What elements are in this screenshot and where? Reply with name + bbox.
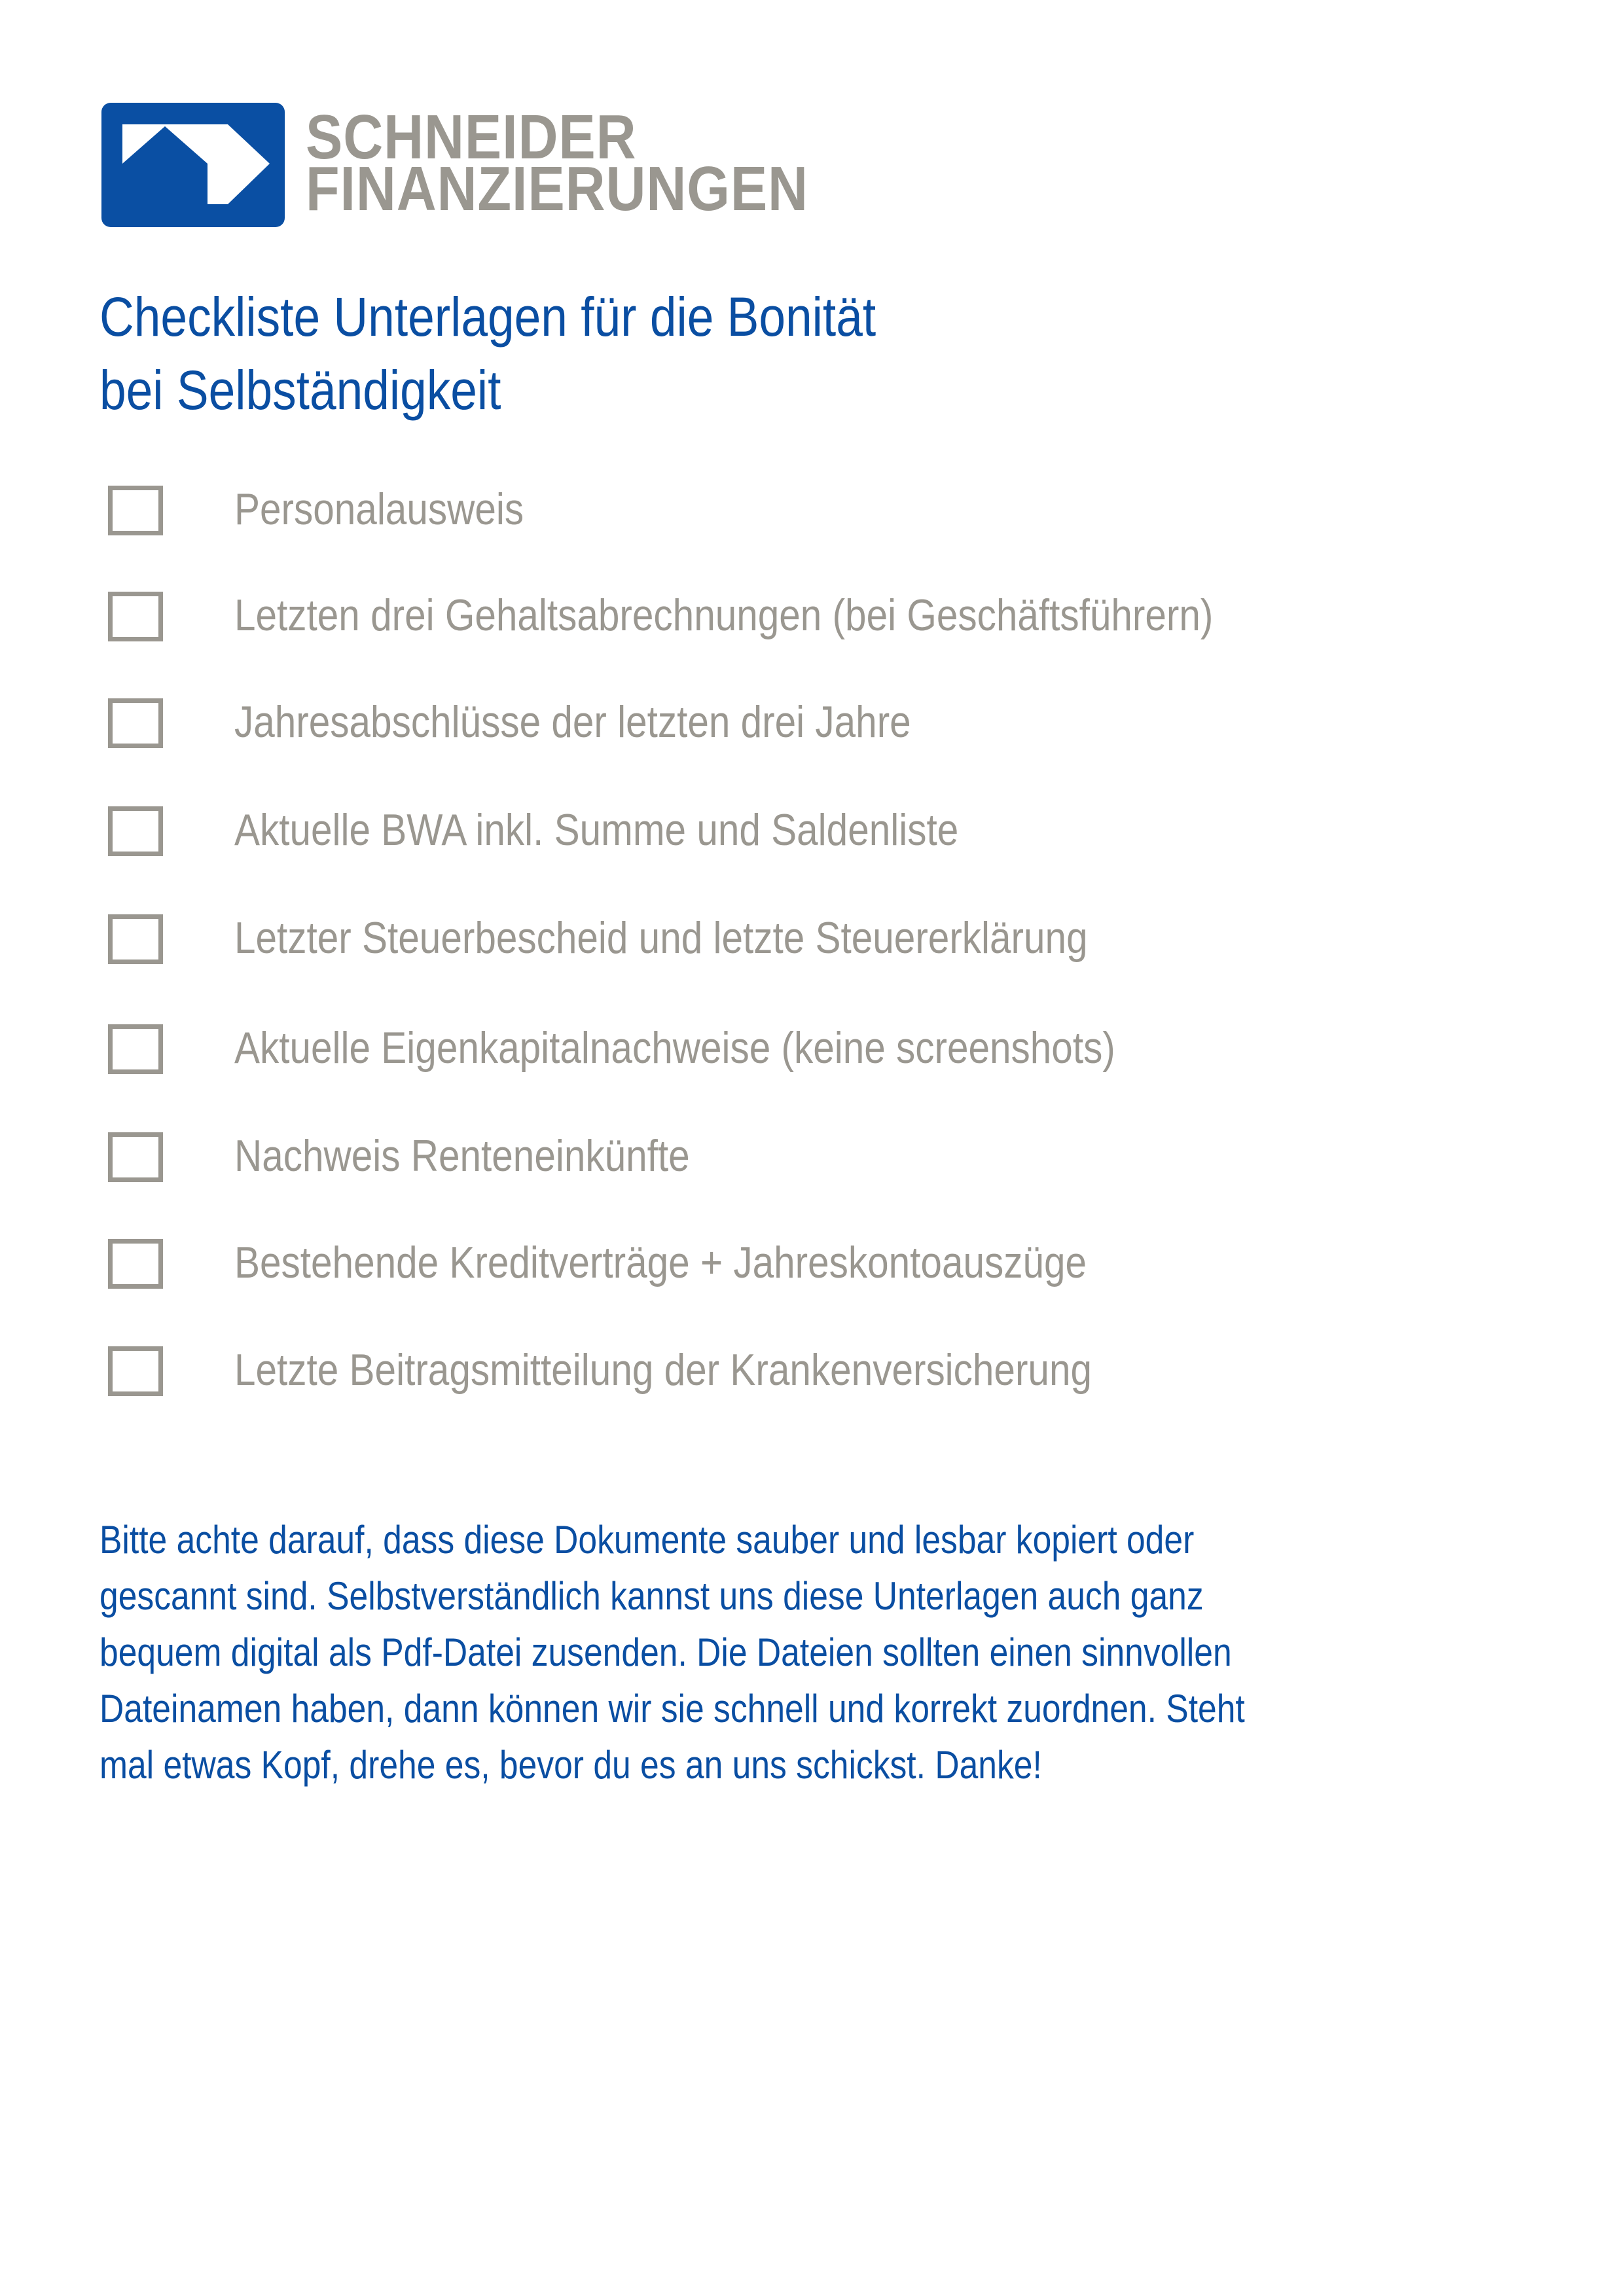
company-logo — [101, 103, 835, 230]
checklist-item-label: Letzte Beitragsmitteilung der Krankenversicherung — [234, 1345, 1092, 1395]
checkbox[interactable] — [108, 1024, 163, 1074]
checklist-item — [108, 806, 1483, 859]
page-title — [99, 280, 876, 427]
page-title-line1: Checkliste Unterlagen für die Bonität — [99, 286, 876, 348]
checkbox[interactable] — [108, 698, 163, 748]
checklist-item-label: Nachweis Renteneinkünfte — [234, 1131, 690, 1181]
checklist-item-label: Letzter Steuerbescheid und letzte Steuererklärung — [234, 913, 1088, 963]
company-name-line1: SCHNEIDER — [306, 102, 637, 172]
house-arrow-icon — [101, 103, 285, 227]
checklist-item — [108, 1239, 1483, 1291]
checkbox[interactable] — [108, 486, 163, 535]
note-line: gescannt sind. Selbstverständlich kannst uns diese Unterlagen auch ganz — [99, 1574, 1204, 1618]
page-title-line2: bei Selbständigkeit — [99, 359, 501, 421]
note-line: Dateinamen haben, dann können wir sie schnell und korrekt zuordnen. Steht — [99, 1687, 1245, 1731]
note-line: Bitte achte darauf, dass diese Dokumente sauber und lesbar kopiert oder — [99, 1518, 1195, 1562]
checklist-item-label: Letzten drei Gehaltsabrechnungen (bei Geschäftsführern) — [234, 590, 1214, 640]
checklist-item — [108, 1024, 1483, 1077]
checklist-item — [108, 592, 1483, 644]
checklist-item — [108, 914, 1483, 967]
checklist-item-label: Jahresabschlüsse der letzten drei Jahre — [234, 697, 911, 747]
note-line: mal etwas Kopf, drehe es, bevor du es an uns schickst. Danke! — [99, 1743, 1042, 1787]
checklist-item-label: Aktuelle Eigenkapitalnachweise (keine screenshots) — [234, 1023, 1115, 1073]
checklist-item-label: Bestehende Kreditverträge + Jahreskontoauszüge — [234, 1238, 1087, 1287]
note-line: bequem digital als Pdf-Datei zusenden. Die Dateien sollten einen sinnvollen — [99, 1630, 1232, 1674]
checkbox[interactable] — [108, 806, 163, 856]
instructions-note — [99, 1512, 1507, 1793]
checkbox[interactable] — [108, 1132, 163, 1182]
checkbox[interactable] — [108, 592, 163, 641]
checklist-item — [108, 1132, 1483, 1185]
checkbox[interactable] — [108, 914, 163, 964]
checklist-item-label: Personalausweis — [234, 484, 524, 534]
checkbox[interactable] — [108, 1239, 163, 1289]
checklist-item — [108, 1346, 1483, 1399]
company-name — [306, 102, 877, 224]
checklist-item — [108, 486, 1483, 538]
checklist-item-label: Aktuelle BWA inkl. Summe und Saldenliste — [234, 805, 959, 855]
company-name-line2: FINANZIERUNGEN — [306, 153, 808, 224]
checkbox[interactable] — [108, 1346, 163, 1396]
checklist-item — [108, 698, 1483, 751]
